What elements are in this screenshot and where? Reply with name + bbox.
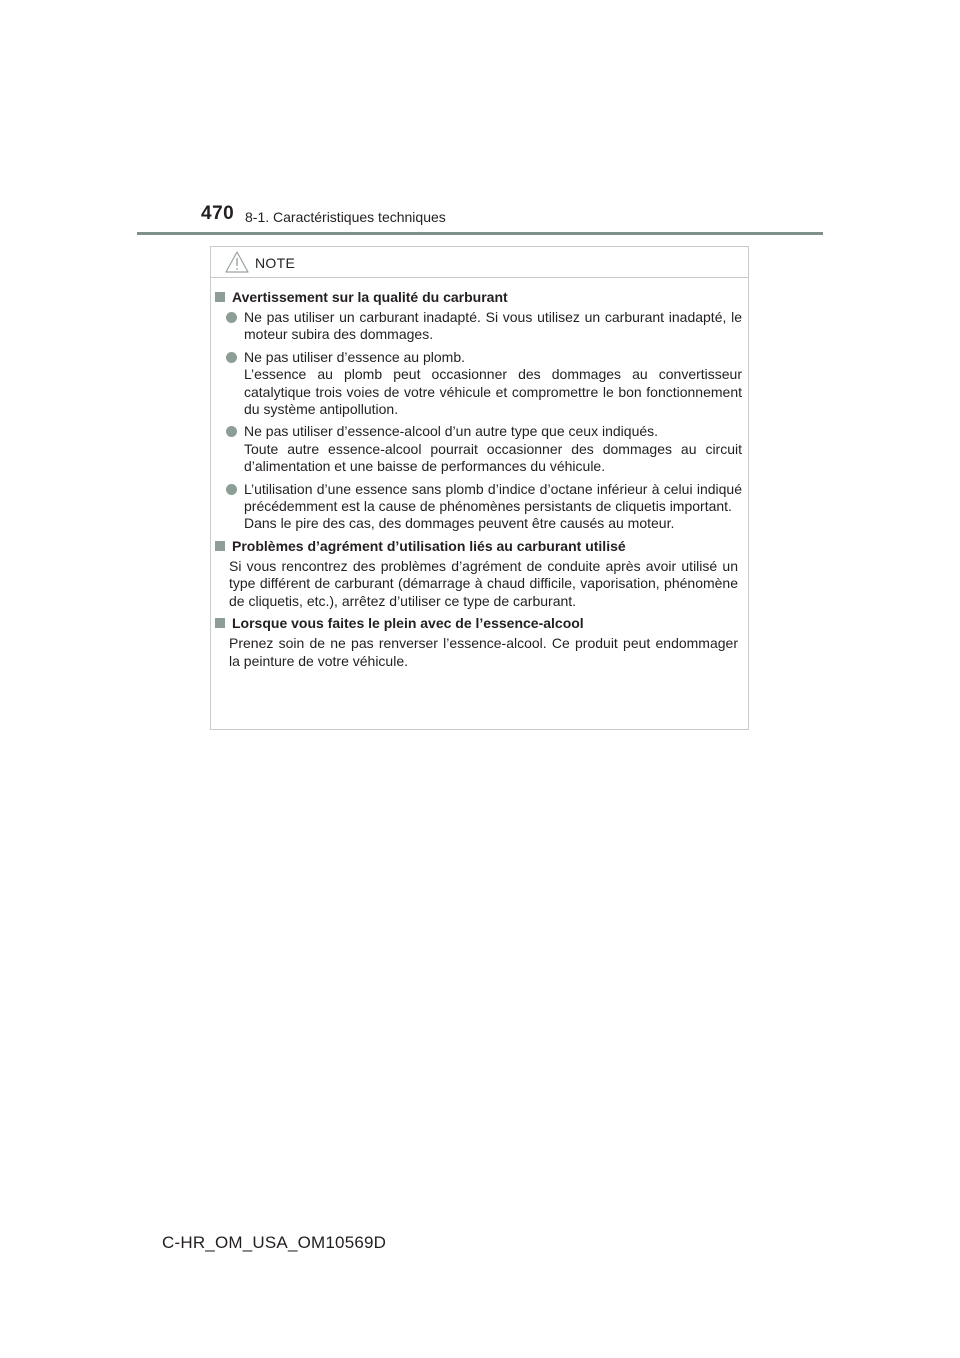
section-heading-text: Avertissement sur la qualité du carburant xyxy=(232,289,508,305)
section-paragraph: Si vous rencontrez des problèmes d’agrément de conduite après avoir utilisé un type différent de carburant (démarrage à chaud difficile, vaporisation, phénomène de cliquetis, etc.), arrêtez d’utiliser ce type de carburant. xyxy=(229,557,738,609)
note-section-ethanol-refuel xyxy=(211,615,748,670)
list-item xyxy=(226,423,742,475)
circle-bullet-icon xyxy=(226,426,237,437)
note-section-drivability xyxy=(211,538,748,610)
list-item-text: Ne pas utiliser d’essence au plomb. L’essence au plomb peut occasionner des dommages au convertisseur catalytique trois voies de votre véhicule et compromettre le bon fonctionnement du système antipollution. xyxy=(244,348,742,418)
list-item-text: Ne pas utiliser d’essence-alcool d’un autre type que ceux indiqués. Toute autre essence-alcool pourrait occasionner des dommages au circuit d’alimentation et une baisse de performances du véhicule. xyxy=(244,423,742,475)
section-heading xyxy=(215,538,748,555)
circle-bullet-icon xyxy=(226,484,237,495)
warning-triangle-icon xyxy=(225,251,249,273)
section-title: 8-1. Caractéristiques techniques xyxy=(245,209,446,225)
section-heading-text: Problèmes d’agrément d’utilisation liés au carburant utilisé xyxy=(232,537,626,554)
list-item xyxy=(226,481,742,533)
square-bullet-icon xyxy=(215,541,225,551)
section-heading xyxy=(215,615,748,632)
note-label: NOTE xyxy=(255,255,296,271)
document-id: C-HR_OM_USA_OM10569D xyxy=(162,1233,387,1252)
page-number: 470 xyxy=(201,203,235,224)
list-item xyxy=(226,309,742,344)
note-section-fuel-quality xyxy=(211,289,748,533)
circle-bullet-icon xyxy=(226,352,237,363)
header-rule xyxy=(137,232,823,235)
square-bullet-icon xyxy=(215,292,225,302)
note-box xyxy=(210,246,749,730)
circle-bullet-icon xyxy=(226,312,237,323)
list-item-text: Ne pas utiliser un carburant inadapté. Si vous utilisez un carburant inadapté, le moteur subira des dommages. xyxy=(244,309,742,343)
section-heading-text: Lorsque vous faites le plein avec de l’essence-alcool xyxy=(232,615,584,632)
note-header xyxy=(211,247,748,278)
list-item-text: L’utilisation d’une essence sans plomb d’indice d’octane inférieur à celui indiqué précédemment est la cause de phénomènes persistants de cliquetis important. Dans le pire des cas, des dommages peuvent être causés au moteur. xyxy=(244,480,742,532)
note-body xyxy=(211,289,748,670)
section-heading xyxy=(215,289,748,306)
section-paragraph: Prenez soin de ne pas renverser l’essence-alcool. Ce produit peut endommager la peinture de votre véhicule. xyxy=(229,635,738,669)
square-bullet-icon xyxy=(215,618,225,628)
list-item xyxy=(226,349,742,419)
